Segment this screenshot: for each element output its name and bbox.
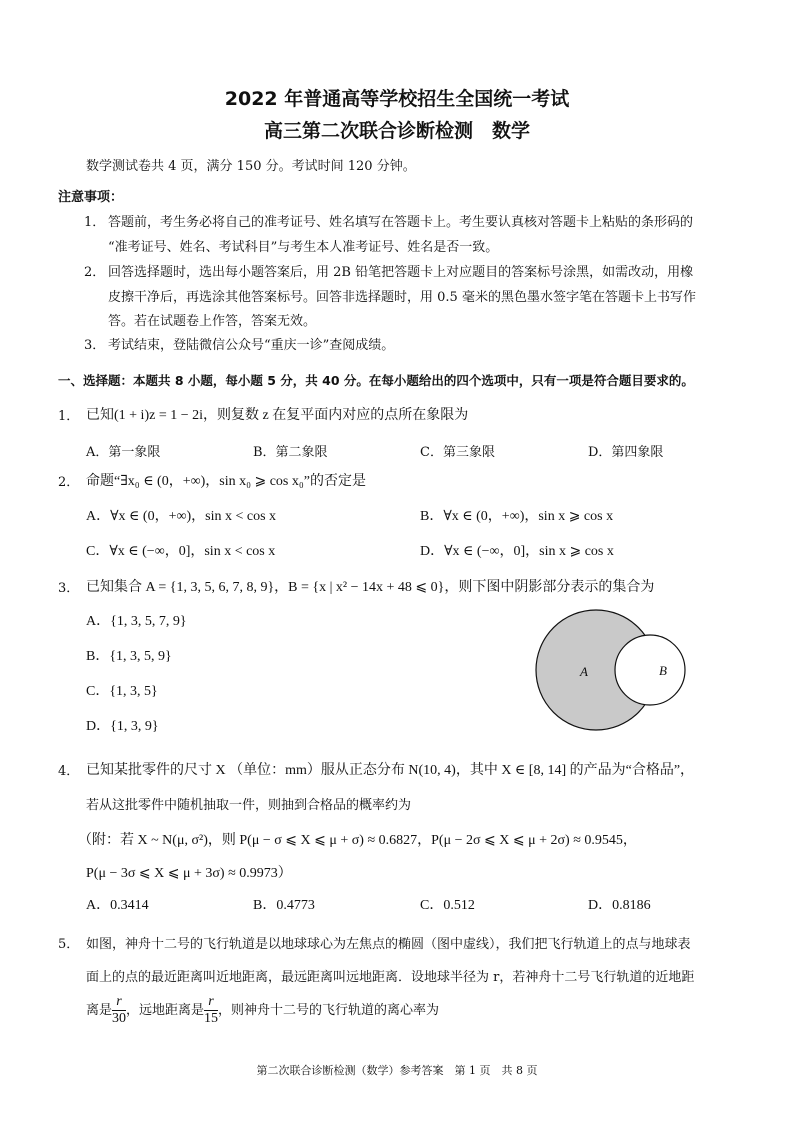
q3-option-c: C．{1, 3, 5} bbox=[86, 684, 158, 699]
notice-item-number: 1． bbox=[84, 215, 106, 230]
q4-stem-line1: 已知某批零件的尺寸 X （单位：mm）服从正态分布 N(10, 4)，其中 X ∈ [8, 14] 的产品为“合格品”， bbox=[86, 763, 695, 778]
q2-option-b: B．∀x ∈ (0，+∞)，sin x ⩾ cos x bbox=[420, 509, 614, 524]
q5-stem-line2: 面上的点的最近距离叫近地距离，最远距离叫远地距离．设地球半径为 r，若神舟十二号飞行轨道的近地距 bbox=[86, 970, 695, 985]
notice-item-1-line2: “准考证号、姓名、考试科目”与考生本人准考证号、姓名是否一致。 bbox=[108, 240, 499, 255]
q2-option-c: C．∀x ∈ (−∞，0]，sin x < cos x bbox=[86, 544, 276, 559]
q5-text-part1: 离是 bbox=[86, 1003, 113, 1018]
notice-item-2-line1: 回答选择题时，选出每小题答案后，用 2B 铅笔把答题卡上对应题目的答案标号涂黑，如需改动，用橡 bbox=[108, 265, 694, 280]
exam-title-line2: 高三第二次联合诊断检测 数学 bbox=[263, 120, 530, 142]
exam-intro: 数学测试卷共 4 页，满分 150 分。考试时间 120 分钟。 bbox=[86, 159, 416, 174]
far-distance-fraction bbox=[204, 994, 218, 1027]
question-number: 1． bbox=[58, 409, 80, 424]
notice-item-2-line2: 皮擦干净后，再选涂其他答案标号。回答非选择题时，用 0.5 毫米的黑色墨水签字笔在答题卡上书写作 bbox=[108, 290, 696, 305]
near-distance-fraction bbox=[112, 994, 126, 1027]
q5-text-part3: ，则神舟十二号的飞行轨道的离心率为 bbox=[218, 1003, 440, 1018]
q1-option-b: B．第二象限 bbox=[253, 445, 328, 460]
set-b-label: B bbox=[659, 663, 667, 678]
q4-option-d: D．0.8186 bbox=[588, 898, 651, 913]
question-number: 5． bbox=[58, 937, 80, 952]
q3-option-d: D．{1, 3, 9} bbox=[86, 719, 159, 734]
q4-option-c: C．0.512 bbox=[420, 898, 475, 913]
set-a-label: A bbox=[580, 664, 588, 679]
q4-option-a: A．0.3414 bbox=[86, 898, 149, 913]
q3-option-a: A．{1, 3, 5, 7, 9} bbox=[86, 614, 187, 629]
q2-stem: 命题“∃x₀ ∈ (0，+∞)，sin x₀ ⩾ cos x₀”的否定是 bbox=[86, 474, 366, 489]
set-b-circle bbox=[615, 635, 685, 705]
q5-stem-line3 bbox=[86, 994, 439, 1027]
q1-stem: 已知(1 + i)z = 1 − 2i，则复数 z 在复平面内对应的点所在象限为 bbox=[86, 408, 469, 423]
q3-option-b: B．{1, 3, 5, 9} bbox=[86, 649, 172, 664]
fraction-denominator: 30 bbox=[112, 1011, 127, 1026]
q1-option-d: D．第四象限 bbox=[588, 445, 664, 460]
notice-item-number: 3． bbox=[84, 338, 106, 353]
question-number: 4． bbox=[58, 764, 80, 779]
notice-item-1-line1: 答题前，考生务必将自己的准考证号、姓名填写在答题卡上。考生要认真核对答题卡上粘贴的条形码的 bbox=[108, 215, 694, 230]
notice-item-2-line3: 答。若在试题卷上作答，答案无效。 bbox=[108, 314, 317, 329]
q1-option-c: C．第三象限 bbox=[420, 445, 495, 460]
venn-diagram bbox=[530, 600, 695, 740]
q1-option-a: A．第一象限 bbox=[86, 445, 161, 460]
q2-option-d: D．∀x ∈ (−∞，0]，sin x ⩾ cos x bbox=[420, 544, 614, 559]
fraction-denominator: 15 bbox=[204, 1011, 219, 1026]
page-footer: 第二次联合诊断检测（数学）参考答案 第 1 页 共 8 页 bbox=[256, 1064, 538, 1077]
exam-title-line1: 2022 年普通高等学校招生全国统一考试 bbox=[224, 88, 570, 110]
notice-item-3-line1: 考试结束，登陆微信公众号“重庆一诊”查阅成绩。 bbox=[108, 338, 395, 353]
section-heading: 一、选择题：本题共 8 小题，每小题 5 分，共 40 分。在每小题给出的四个选项中，只有一项是符合题目要求的。 bbox=[58, 373, 694, 388]
q5-stem-line1: 如图，神舟十二号的飞行轨道是以地球球心为左焦点的椭圆（图中虚线），我们把飞行轨道上的点与地球表 bbox=[86, 937, 691, 952]
q4-hint-line1: （附：若 X ~ N(μ, σ²)，则 P(μ − σ ⩽ X ⩽ μ + σ) ≈ 0.6827，P(μ − 2σ ⩽ X ⩽ μ + 2σ) ≈ 0.9545， bbox=[78, 833, 637, 848]
q4-hint-line2: P(μ − 3σ ⩽ X ⩽ μ + 3σ) ≈ 0.9973） bbox=[86, 866, 292, 881]
q5-text-part2: ，远地距离是 bbox=[126, 1003, 205, 1018]
q4-option-b: B．0.4773 bbox=[253, 898, 315, 913]
question-number: 2． bbox=[58, 475, 80, 490]
question-number: 3． bbox=[58, 581, 80, 596]
q4-stem-line2: 若从这批零件中随机抽取一件，则抽到合格品的概率约为 bbox=[86, 798, 412, 813]
notice-item-number: 2． bbox=[84, 265, 106, 280]
q2-option-a: A．∀x ∈ (0，+∞)，sin x < cos x bbox=[86, 509, 277, 524]
notice-heading: 注意事项： bbox=[58, 190, 124, 205]
fraction-numerator: r bbox=[204, 994, 218, 1011]
fraction-numerator: r bbox=[112, 994, 126, 1011]
q3-stem: 已知集合 A = {1, 3, 5, 6, 7, 8, 9}，B = {x | x² − 14x + 48 ⩽ 0}，则下图中阴影部分表示的集合为 bbox=[86, 580, 655, 595]
